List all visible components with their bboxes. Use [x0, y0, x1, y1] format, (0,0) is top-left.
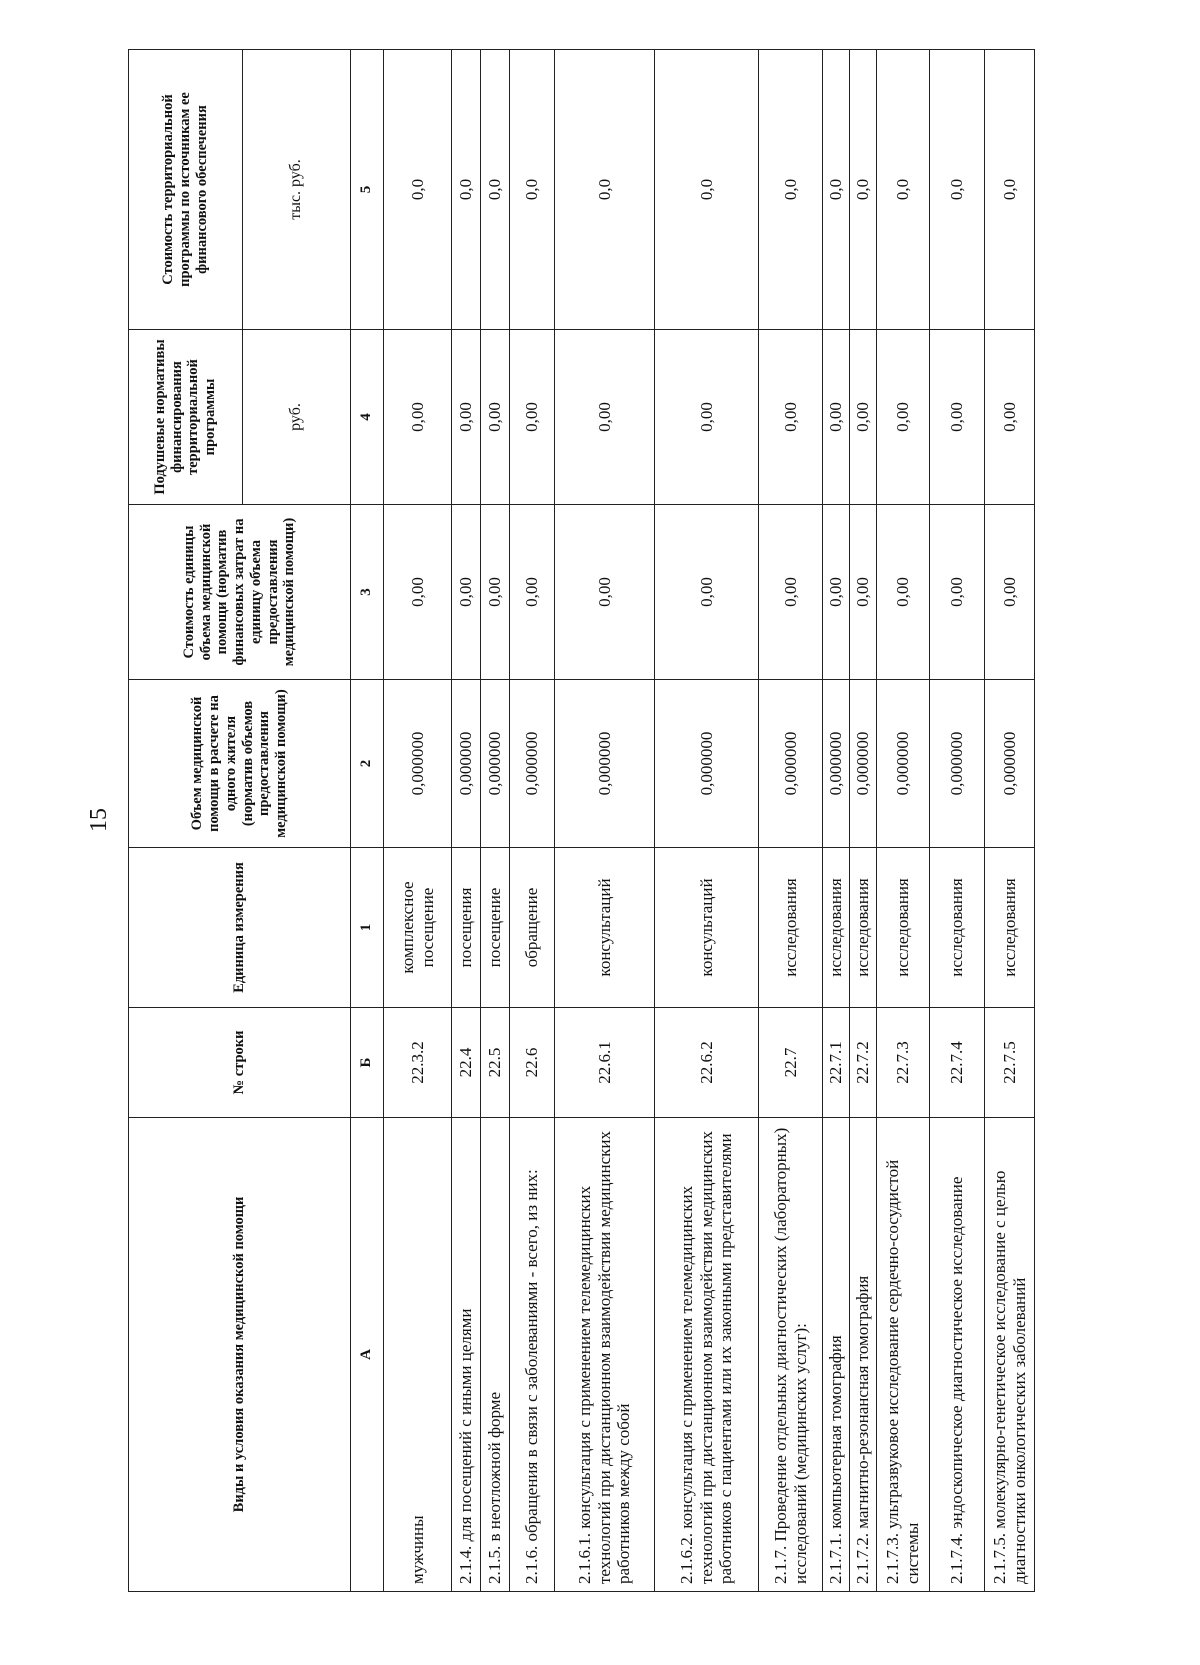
cell-unit: исследования	[823, 848, 850, 1008]
cell-cost: 0,00	[823, 505, 850, 680]
cell-per-capita: 0,00	[384, 330, 452, 505]
index-cell: 2	[351, 680, 384, 848]
cell-volume: 0,000000	[759, 680, 823, 848]
cell-per-capita: 0,00	[985, 330, 1035, 505]
cell-row-no: 22.7.5	[985, 1008, 1035, 1118]
cell-total: 0,0	[481, 50, 510, 330]
cell-cost: 0,00	[510, 505, 555, 680]
cell-row-no: 22.6.1	[555, 1008, 655, 1118]
cell-per-capita: 0,00	[930, 330, 985, 505]
table-row	[384, 50, 452, 1592]
header-unit: Единица измерения	[129, 848, 351, 1008]
header-row-no: № строки	[129, 1008, 351, 1118]
cell-cost: 0,00	[481, 505, 510, 680]
cell-unit: комплексное посещение	[384, 848, 452, 1008]
cell-per-capita: 0,00	[452, 330, 481, 505]
cell-total: 0,0	[985, 50, 1035, 330]
table-row	[850, 50, 877, 1592]
cell-cost: 0,00	[877, 505, 930, 680]
table-row	[823, 50, 850, 1592]
cell-unit: исследования	[930, 848, 985, 1008]
cell-name: 2.1.7.4. эндоскопическое диагностическое исследование	[930, 1118, 985, 1592]
cell-name: мужчины	[384, 1118, 452, 1592]
cell-unit: консультаций	[655, 848, 759, 1008]
header-rub: руб.	[242, 330, 350, 505]
cell-name: 2.1.7.3. ультразвуковое исследование сердечно-сосудистой системы	[877, 1118, 930, 1592]
index-cell: 4	[351, 330, 384, 505]
cell-per-capita: 0,00	[850, 330, 877, 505]
header-thousand-rub: тыс. руб.	[242, 50, 350, 330]
table-row	[930, 50, 985, 1592]
table-row	[510, 50, 555, 1592]
cell-cost: 0,00	[985, 505, 1035, 680]
cell-name: 2.1.6.2. консультация с применением телемедицинских технологий при дистанционном взаимодействии медицинских работников с пациентами или их законными представителями	[655, 1118, 759, 1592]
cell-cost: 0,00	[655, 505, 759, 680]
cell-cost: 0,00	[452, 505, 481, 680]
table-header	[129, 50, 384, 1592]
cell-total: 0,0	[930, 50, 985, 330]
table-row	[655, 50, 759, 1592]
cell-unit: исследования	[985, 848, 1035, 1008]
cell-row-no: 22.3.2	[384, 1008, 452, 1118]
cell-name: 2.1.7.5. молекулярно-генетическое исследование с целью диагностики онкологических заболеваний	[985, 1118, 1035, 1592]
header-per-capita: Подушевые нормативы финансирования территориальной программы	[129, 330, 243, 505]
table-body	[384, 50, 1035, 1592]
cell-name: 2.1.5. в неотложной форме	[481, 1118, 510, 1592]
cell-total: 0,0	[384, 50, 452, 330]
cell-volume: 0,000000	[452, 680, 481, 848]
cell-per-capita: 0,00	[823, 330, 850, 505]
cell-cost: 0,00	[759, 505, 823, 680]
table-row	[759, 50, 823, 1592]
cell-unit: посещение	[481, 848, 510, 1008]
cell-cost: 0,00	[930, 505, 985, 680]
index-row	[351, 50, 384, 1592]
cell-cost: 0,00	[555, 505, 655, 680]
header-volume: Объем медицинской помощи в расчете на одного жителя (норматив объемов предоставления медицинской помощи)	[129, 680, 351, 848]
cell-total: 0,0	[555, 50, 655, 330]
cell-row-no: 22.7.2	[850, 1008, 877, 1118]
financing-table	[128, 49, 1035, 1592]
cell-per-capita: 0,00	[877, 330, 930, 505]
cell-unit: обращение	[510, 848, 555, 1008]
cell-row-no: 22.7.1	[823, 1008, 850, 1118]
cell-per-capita: 0,00	[555, 330, 655, 505]
cell-cost: 0,00	[384, 505, 452, 680]
cell-volume: 0,000000	[823, 680, 850, 848]
cell-total: 0,0	[655, 50, 759, 330]
table-row	[877, 50, 930, 1592]
cell-per-capita: 0,00	[510, 330, 555, 505]
page-number: 15	[86, 808, 112, 832]
index-cell: 5	[351, 50, 384, 330]
cell-name: 2.1.7.1. компьютерная томография	[823, 1118, 850, 1592]
cell-total: 0,0	[823, 50, 850, 330]
cell-row-no: 22.6.2	[655, 1008, 759, 1118]
cell-name: 2.1.7. Проведение отдельных диагностических (лабораторных) исследований (медицинских услуг):	[759, 1118, 823, 1592]
header-name: Виды и условия оказания медицинской помощи	[129, 1118, 351, 1592]
cell-row-no: 22.7	[759, 1008, 823, 1118]
cell-cost: 0,00	[850, 505, 877, 680]
cell-volume: 0,000000	[877, 680, 930, 848]
cell-name: 2.1.7.2. магнитно-резонансная томография	[850, 1118, 877, 1592]
cell-unit: исследования	[877, 848, 930, 1008]
cell-per-capita: 0,00	[481, 330, 510, 505]
cell-volume: 0,000000	[555, 680, 655, 848]
table-row	[481, 50, 510, 1592]
cell-unit: посещения	[452, 848, 481, 1008]
cell-row-no: 22.6	[510, 1008, 555, 1118]
cell-unit: консультаций	[555, 848, 655, 1008]
table-row	[555, 50, 655, 1592]
header-total-cost: Стоимость территориальной программы по источникам ее финансового обеспечения	[129, 50, 243, 330]
cell-volume: 0,000000	[384, 680, 452, 848]
cell-per-capita: 0,00	[655, 330, 759, 505]
cell-per-capita: 0,00	[759, 330, 823, 505]
cell-unit: исследования	[759, 848, 823, 1008]
cell-volume: 0,000000	[985, 680, 1035, 848]
cell-volume: 0,000000	[850, 680, 877, 848]
cell-total: 0,0	[877, 50, 930, 330]
cell-total: 0,0	[510, 50, 555, 330]
cell-total: 0,0	[759, 50, 823, 330]
cell-total: 0,0	[850, 50, 877, 330]
cell-unit: исследования	[850, 848, 877, 1008]
cell-row-no: 22.7.4	[930, 1008, 985, 1118]
cell-name: 2.1.4. для посещений с иными целями	[452, 1118, 481, 1592]
cell-row-no: 22.7.3	[877, 1008, 930, 1118]
cell-name: 2.1.6. обращения в связи с заболеваниями - всего, из них:	[510, 1118, 555, 1592]
cell-volume: 0,000000	[655, 680, 759, 848]
index-cell: 1	[351, 848, 384, 1008]
cell-volume: 0,000000	[510, 680, 555, 848]
cell-total: 0,0	[452, 50, 481, 330]
cell-volume: 0,000000	[930, 680, 985, 848]
index-cell: А	[351, 1118, 384, 1592]
index-cell: Б	[351, 1008, 384, 1118]
cell-row-no: 22.5	[481, 1008, 510, 1118]
cell-name: 2.1.6.1. консультация с применением телемедицинских технологий при дистанционном взаимодействии медицинских работников между собой	[555, 1118, 655, 1592]
rotated-table-container	[128, 50, 1128, 1592]
cell-row-no: 22.4	[452, 1008, 481, 1118]
index-cell: 3	[351, 505, 384, 680]
header-cost-unit: Стоимость единицы объема медицинской помощи (норматив финансовых затрат на единицу объема предоставления медицинской помощи)	[129, 505, 351, 680]
table-row	[452, 50, 481, 1592]
cell-volume: 0,000000	[481, 680, 510, 848]
table-row	[985, 50, 1035, 1592]
